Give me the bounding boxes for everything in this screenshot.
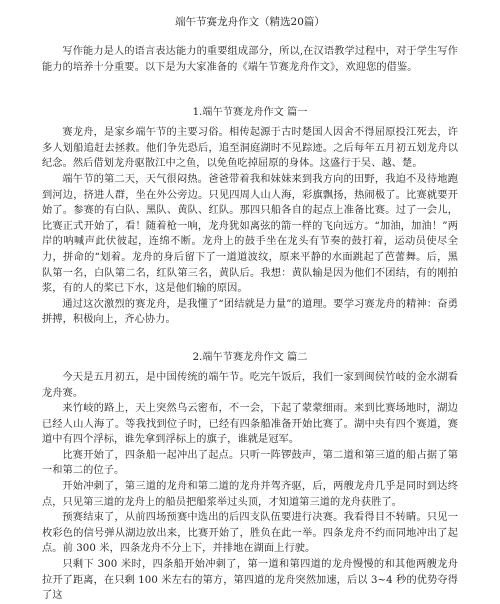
section-paragraph: 来竹岐的路上，天上突然乌云密布，不一会，下起了蒙蒙细雨。来到比赛场地时，湖边已经人山人海了。等我找到位子时，已经有四条船准备开始比赛了。湖中央有四个赛道，赛道中有四个浮标，谁先拿到浮标上的旗子，谁就是冠军。 — [42, 403, 458, 446]
section-paragraph: 赛龙舟，是家乡端午节的主要习俗。相传起源于古时楚国人因舍不得屈原投江死去，许多人划船追赶去拯救。他们争先恐后，追至洞庭湖时不见踪迹。之后每年五月初五划龙舟以纪念。然后借划龙舟驱散江中之鱼，以免鱼吃掉屈原的身体。这盛行于吴、越、楚。 — [42, 127, 458, 170]
section-heading: 2.端午节赛龙舟作文 篇二 — [192, 351, 308, 363]
document-title: 端午节赛龙舟作文（精选20篇） — [175, 16, 325, 28]
section-paragraph: 通过这次激烈的赛龙舟，是我懂了“团结就是力量”的道理。要学习赛龙舟的精神：奋勇拼搏，积极向上，齐心协力。 — [42, 298, 458, 326]
section-paragraph: 比赛开始了，四条船一起冲出了起点。只听一阵锣鼓声，第二道和第三道的船占据了第一和第二的位子。 — [42, 449, 458, 477]
spacer — [42, 95, 458, 105]
section-paragraph: 预赛结束了，从前四场预赛中选出的后四支队伍要进行决赛。我看得目不转睛。只见一枚彩色的信号弹从湖边放出来，比赛开始了，胜负在此一举。四条龙舟不约而同地冲出了起点。前 300 米，四条龙舟不分上下，并排地在湖面上行驶。 — [42, 512, 458, 555]
section-paragraph: 开始冲刺了，第三道的龙舟和第二道的龙舟并驾齐驱，后，两艘龙舟几乎是同时到达终点，只见第三道的龙舟上的船员把船浆举过头顶，才知道第三道的龙舟获胜了。 — [42, 481, 458, 508]
section-heading: 1.端午节赛龙舟作文 篇一 — [192, 107, 308, 119]
intro-paragraph: 写作能力是人的语言表达能力的重要组成部分，所以,在汉语教学过程中，对于学生写作能力的培养十分重要。以下是为大家准备的《端午节赛龙舟作文》，欢迎您的借鉴。 — [42, 46, 458, 73]
section-paragraph: 端午节的第二天，天气很闷热。爸爸带着我和妹妹来到我方向的田野，我迫不及待地跑到河边，挤进人群，坐在外公旁边。只见四周人山人海，彩旗飘扬，热闹极了。比赛就要开始了。参赛的有白队、黑队、黄队、红队。那四只船各自的起点上准备比赛。过了一会儿，比赛正式开始了，看！随着枪一响，龙舟犹如离弦的箭一样的飞向远方。“加油，加油！”两岸的呐喊声此伏彼起，连绵不断。龙舟上的鼓手坐在龙头有节奏的鼓打着，运动员使尽全力，拼命的“划着。龙舟的身后留下了一道道波纹，原来平静的水面跳起了芭蕾舞。后，黑队第一名，白队第二名，红队第三名，黄队后。我想：黄队输是因为他们不团结，有的刚拍浆，有的人的桨已下水，这是他们输的原因。 — [42, 173, 458, 295]
section-paragraph: 只剩下 300 米时，四条船开始冲刺了，第一道和第四道的龙舟慢慢的和其他两艘龙舟拉开了距离，在只剩 100 米左右的第方，第四道的龙舟突然加速，后以 3~4 秒的优势夺得了这 — [42, 559, 458, 602]
section-1 — [42, 105, 458, 328]
section-paragraph: 今天是五月初五，是中国传统的端午节。吃完午饭后，我们一家到闽侯竹岐的金水湖看龙舟赛。 — [42, 371, 458, 399]
